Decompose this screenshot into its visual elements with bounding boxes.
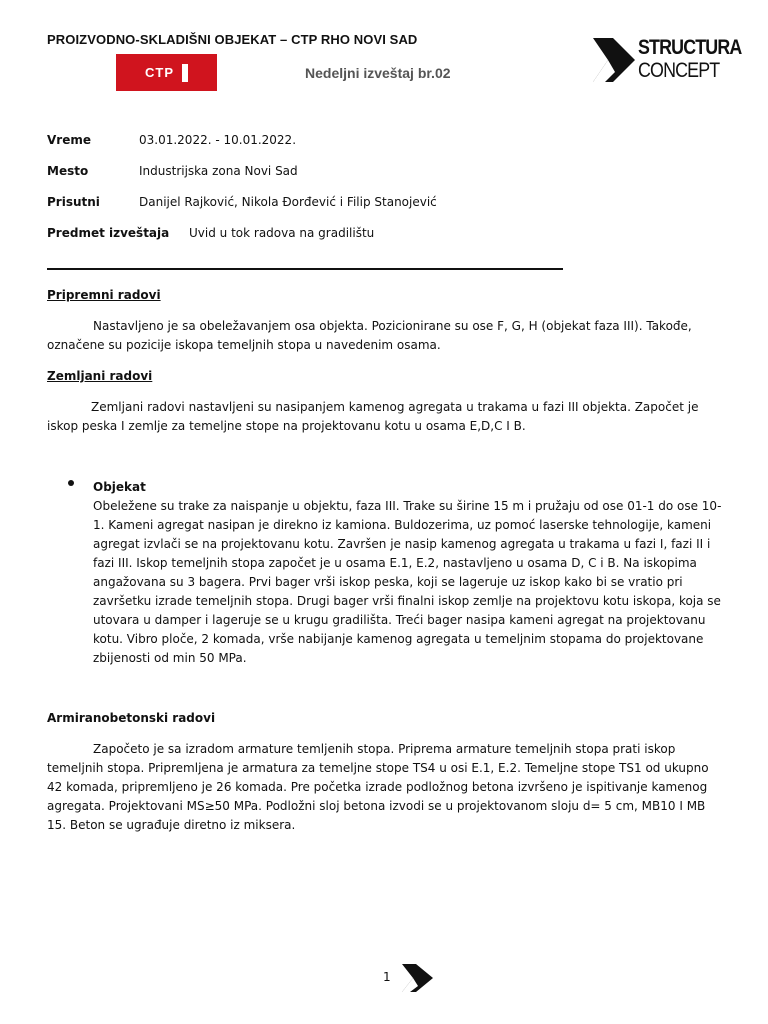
place-value: Industrijska zona Novi Sad <box>139 164 298 178</box>
earthworks-text: Zemljani radovi nastavljeni su nasipanjem kamenog agregata u trakama u fazi III objekta. Započet je iskop peska I zemlje za temeljne stope na projektovanu kotu u osama E,D,C I B. <box>47 400 699 433</box>
report-number: Nedeljni izveštaj br.02 <box>305 65 451 81</box>
header-divider <box>47 268 563 270</box>
logo-line-structura: STRUCTURA <box>638 36 742 59</box>
preparatory-text: Nastavljeno je sa obeležavanjem osa objekta. Pozicionirane su ose F, G, H (objekat faza III). Takođe, označene su pozicije iskopa temeljnih stopa u navedenim osama. <box>47 319 692 352</box>
bullet-item-object <box>93 478 728 668</box>
bullet-dot-icon <box>68 480 74 486</box>
structura-concept-logo-text <box>638 36 741 82</box>
page-number: 1 <box>383 970 391 984</box>
ctp-logo-bar <box>182 64 188 82</box>
concrete-text: Započeto je sa izradom armature temljenih stopa. Priprema armature temeljnih stopa prati iskop temeljnih stopa. Pripremljena je armatura za temeljne stope TS4 u osi E.1, E.2. Temeljne stope TS1 od ukupno 42 komada, pripremljeno je 26 komada. Pre početka izrade podložnog betona izvršeno je ispitivanje kamenog agregata. Projektovani MS≥50 MPa. Podložni sloj betona izvodi se u projektovanom sloju d= 5 cm, MB10 I MB 15. Beton se ugrađuje diretno iz miksera. <box>47 742 709 832</box>
present-value: Danijel Rajković, Nikola Đorđević i Filip Stanojević <box>139 195 437 209</box>
document-title: PROIZVODNO-SKLADIŠNI OBJEKAT – CTP RHO NOVI SAD <box>47 32 418 47</box>
section-body-concrete <box>47 740 723 835</box>
subject-label: Predmet izveštaja <box>47 226 170 240</box>
section-body-preparatory <box>47 317 723 355</box>
section-title-object: Objekat <box>93 480 146 494</box>
subject-value: Uvid u tok radova na gradilištu <box>189 226 375 240</box>
section-body-earthworks <box>47 398 723 436</box>
ctp-logo-text: CTP <box>145 65 174 80</box>
time-value: 03.01.2022. - 10.01.2022. <box>139 133 297 147</box>
ctp-logo <box>116 54 217 91</box>
section-title-earthworks: Zemljani radovi <box>47 369 153 383</box>
place-label: Mesto <box>47 164 89 178</box>
time-label: Vreme <box>47 133 91 147</box>
section-title-preparatory: Pripremni radovi <box>47 288 161 302</box>
logo-line-concept: CONCEPT <box>638 59 720 82</box>
present-label: Prisutni <box>47 195 100 209</box>
section-title-concrete: Armiranobetonski radovi <box>47 711 216 725</box>
footer-logo-mark-icon <box>400 963 434 993</box>
section-body-object: Obeležene su trake za naispanje u objektu, faza III. Trake su širine 15 m i pružaju od ose 01-1 do ose 10-1. Kameni agregat nasipan je direkno iz kamiona. Buldozerima, uz pomoć laserske tehnologije, kameni agregat izvlači se na projektovanu kotu. Završen je nasip kamenog agregata u trakama u fazi I, fazi II i fazi III. Iskop temeljnih stopa započet je u osama E.1, E.2, nastavljeno u osama D, C i B. Na iskopima angažovana su 3 bagera. Prvi bager vrši iskop peska, koji se lageruje uz iskop kako bi se vratio pri završetku izrade temeljnih stopa. Drugi bager vrši finalni iskop zemlje na projektovu kotu iskopa, koja se utovara u damper i lageruje se u krugu gradilišta. Treći bager nasipa kameni agregat na projektovanu kotu. Vibro ploče, 2 komada, vrše nabijanje kamenog agregata u temeljnim stopama do projektovane zbijenosti od min 50 MPa. <box>93 499 722 665</box>
